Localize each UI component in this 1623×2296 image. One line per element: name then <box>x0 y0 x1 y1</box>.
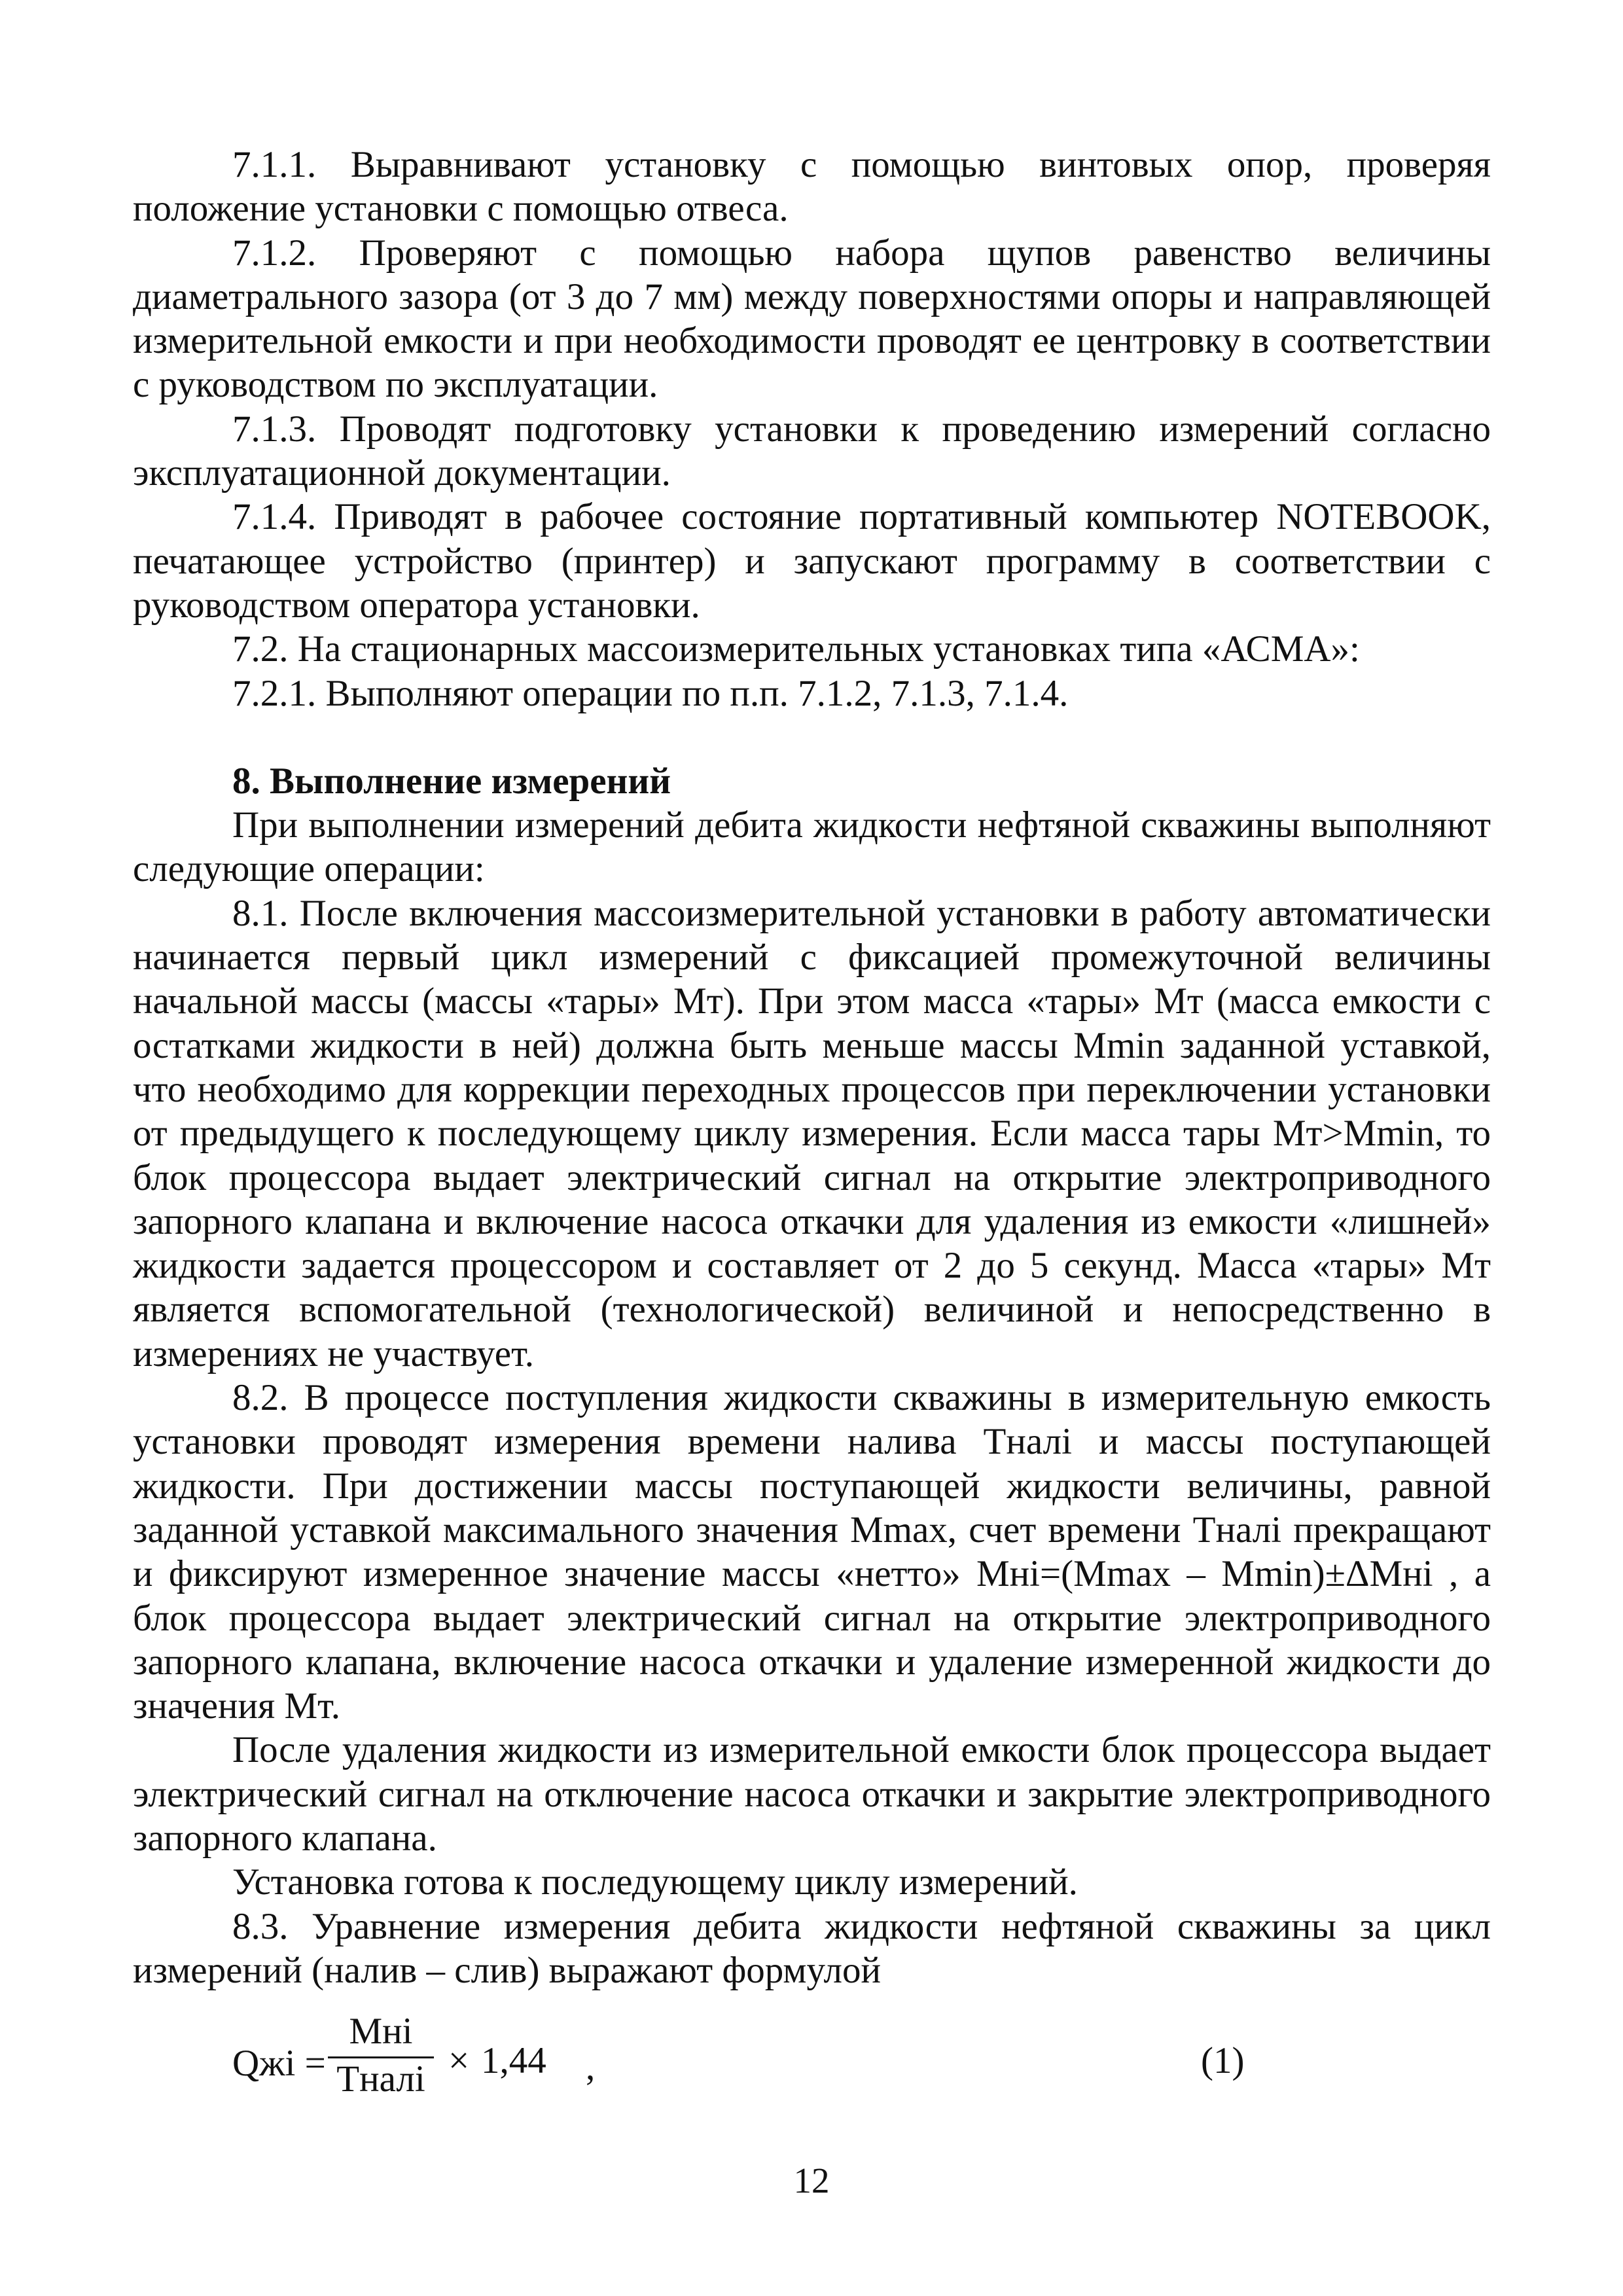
equation-number: (1) <box>1201 2040 1245 2081</box>
paragraph-intro: При выполнении измерений дебита жидкости нефтяной скважины выполняют следующие операции: <box>133 804 1491 890</box>
formula-times-sign: × <box>448 2040 470 2081</box>
paragraph-7-1-1: 7.1.1. Выравнивают установку с помощью винтовых опор, проверяя положение установки с помощью отвеса. <box>133 144 1491 230</box>
formula-coefficient: 1,44 <box>481 2040 546 2081</box>
paragraph-8-2: 8.2. В процессе поступления жидкости скважины в измерительную емкость установки проводят измерения времени налива Тналі и массы поступающей жидкости. При достижении массы поступающей жидкости величины, равной заданной уставкой максимального значения Mmax, счет времени Тналі прекращают и фиксируют измеренное значение массы «нетто» Мні=(Mmax – Mmin)±ΔМні , а блок процессора выдает электрический сигнал на открытие электроприводного запорного клапана, включение насоса откачки и удаление измеренной жидкости до значения Мт. <box>133 1377 1491 1727</box>
paragraph-7-1-2: 7.1.2. Проверяют с помощью набора щупов равенство величины диаметрального зазора (от 3 до 7 мм) между поверхностями опоры и направляющей измерительной емкости и при необходимости проводят ее центровку в соответствии с руководством по эксплуатации. <box>133 232 1491 406</box>
formula-comma: , <box>586 2047 596 2088</box>
paragraph-7-2: 7.2. На стационарных массоизмерительных установках типа «АСМА»: <box>232 628 1360 670</box>
formula-lhs: Qжі = <box>232 2043 326 2084</box>
paragraph-8-1: 8.1. После включения массоизмерительной установки в работу автоматически начинается первый цикл измерений с фиксацией промежуточной величины начальной массы (массы «тары» Мт). При этом масса «тары» Мт (масса емкости с остатками жидкости в ней) должна быть меньше массы Mmin заданной уставкой, что необходимо для коррекции переходных процессов при переключении установки от предыдущего к последующему циклу измерения. Если масса тары Мт>Mmin, то блок процессора выдает электрический сигнал на открытие электроприводного запорного клапана и включение насоса откачки для удаления из емкости «лишней» жидкости задается процессором и составляет от 2 до 5 секунд. Масса «тары» Мт является вспомогательной (технологической) величиной и непосредственно в измерениях не участвует. <box>133 892 1491 1374</box>
formula-fraction <box>328 2009 434 2103</box>
paragraph-7-2-1: 7.2.1. Выполняют операции по п.п. 7.1.2, 7.1.3, 7.1.4. <box>232 672 1069 714</box>
body-text <box>133 143 1491 1992</box>
page-number: 12 <box>793 2161 830 2200</box>
paragraph-7-1-4: 7.1.4. Приводят в рабочее состояние портативный компьютер NOTEBOOK, печатающее устройство (принтер) и запускают программу в соответствии с руководством оператора установки. <box>133 496 1491 626</box>
formula-denominator: Тналі <box>336 2058 425 2100</box>
formula-numerator: Мні <box>349 2011 413 2052</box>
paragraph-7-1-3: 7.1.3. Проводят подготовку установки к проведению измерений согласно эксплуатационной документации. <box>133 408 1491 494</box>
formula-1 <box>232 2009 1443 2114</box>
section-heading: 8. Выполнение измерений <box>232 760 671 802</box>
paragraph-ready: Установка готова к последующему циклу измерений. <box>232 1861 1078 1903</box>
paragraph-8-3: 8.3. Уравнение измерения дебита жидкости нефтяной скважины за цикл измерений (налив – слив) выражают формулой <box>133 1905 1491 1991</box>
paragraph-after-removal: После удаления жидкости из измерительной емкости блок процессора выдает электрический сигнал на отключение насоса откачки и закрытие электроприводного запорного клапана. <box>133 1729 1491 1859</box>
